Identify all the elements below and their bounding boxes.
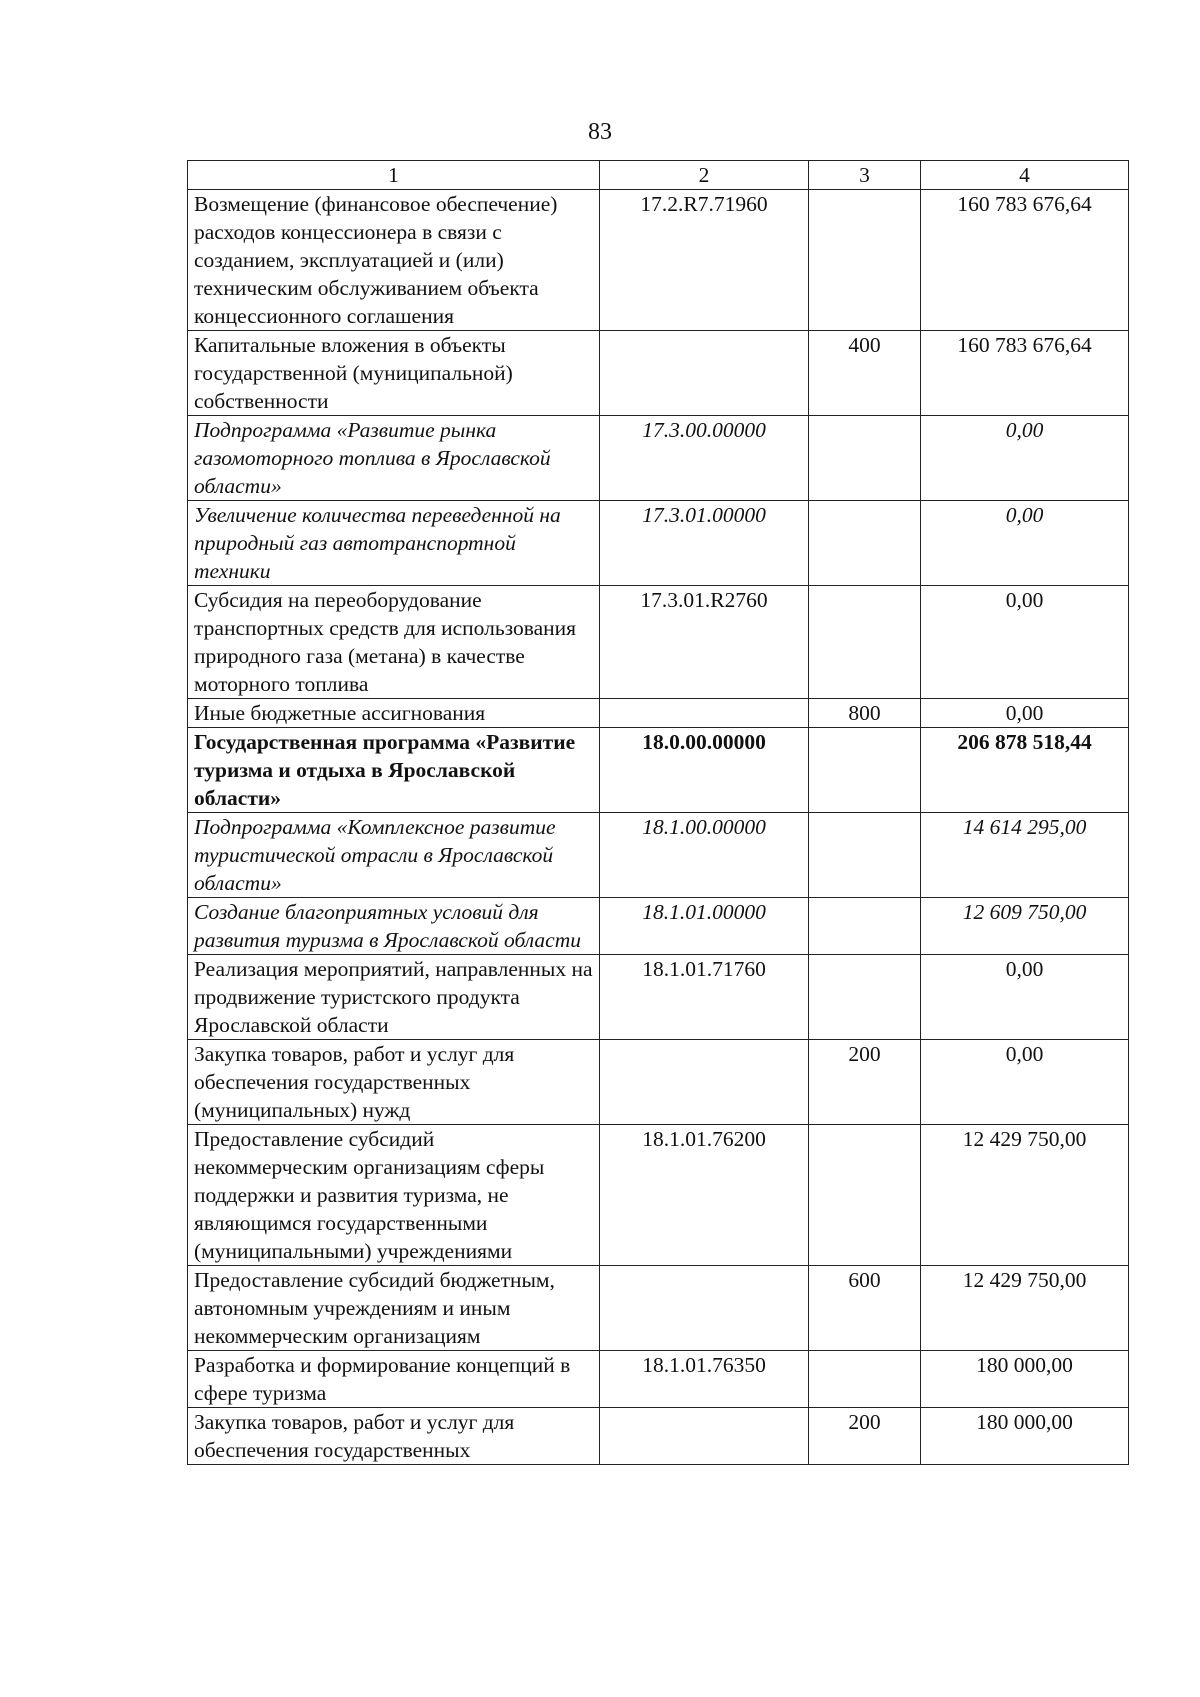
row-code-cell: 17.2.R7.71960 — [600, 190, 809, 331]
row-type-cell — [809, 1351, 921, 1408]
budget-table — [187, 160, 1129, 1465]
row-code-cell — [600, 331, 809, 416]
row-type-cell — [809, 955, 921, 1040]
row-type-cell — [809, 813, 921, 898]
row-name-cell: Увеличение количества переведенной на природный газ автотранспортной техники — [188, 501, 600, 586]
row-amount-cell: 0,00 — [921, 501, 1129, 586]
row-code-cell — [600, 1408, 809, 1465]
row-type-cell — [809, 501, 921, 586]
row-type-cell — [809, 1125, 921, 1266]
table-row — [188, 1266, 1129, 1351]
row-amount-cell: 180 000,00 — [921, 1351, 1129, 1408]
row-name-cell: Иные бюджетные ассигнования — [188, 699, 600, 728]
row-code-cell: 18.1.01.76350 — [600, 1351, 809, 1408]
table-row — [188, 501, 1129, 586]
column-header: 4 — [921, 161, 1129, 190]
row-amount-cell: 0,00 — [921, 416, 1129, 501]
row-code-cell — [600, 1040, 809, 1125]
row-amount-cell: 160 783 676,64 — [921, 190, 1129, 331]
row-amount-cell: 0,00 — [921, 699, 1129, 728]
row-type-cell: 400 — [809, 331, 921, 416]
table-row — [188, 331, 1129, 416]
row-name-cell: Возмещение (финансовое обеспечение) расходов концессионера в связи с созданием, эксплуатацией и (или) техническим обслуживанием объекта концессионного соглашения — [188, 190, 600, 331]
row-amount-cell: 0,00 — [921, 955, 1129, 1040]
row-type-cell — [809, 416, 921, 501]
row-name-cell: Государственная программа «Развитие туризма и отдыха в Ярославской области» — [188, 728, 600, 813]
row-code-cell: 18.1.01.76200 — [600, 1125, 809, 1266]
column-header: 2 — [600, 161, 809, 190]
row-name-cell: Подпрограмма «Развитие рынка газомоторного топлива в Ярославской области» — [188, 416, 600, 501]
row-code-cell: 18.1.01.71760 — [600, 955, 809, 1040]
row-amount-cell: 206 878 518,44 — [921, 728, 1129, 813]
row-name-cell: Предоставление субсидий некоммерческим организациям сферы поддержки и развития туризма, не являющимся государственными (муниципальными) учреждениями — [188, 1125, 600, 1266]
column-header: 3 — [809, 161, 921, 190]
row-type-cell: 200 — [809, 1040, 921, 1125]
row-amount-cell: 0,00 — [921, 1040, 1129, 1125]
row-code-cell: 18.1.01.00000 — [600, 898, 809, 955]
row-name-cell: Создание благоприятных условий для развития туризма в Ярославской области — [188, 898, 600, 955]
table-row — [188, 586, 1129, 699]
row-type-cell: 600 — [809, 1266, 921, 1351]
row-code-cell: 17.3.01.R2760 — [600, 586, 809, 699]
row-name-cell: Подпрограмма «Комплексное развитие туристической отрасли в Ярославской области» — [188, 813, 600, 898]
row-name-cell: Субсидия на переоборудование транспортных средств для использования природного газа (метана) в качестве моторного топлива — [188, 586, 600, 699]
table-row — [188, 813, 1129, 898]
row-name-cell: Закупка товаров, работ и услуг для обеспечения государственных — [188, 1408, 600, 1465]
row-name-cell: Разработка и формирование концепций в сфере туризма — [188, 1351, 600, 1408]
row-amount-cell: 160 783 676,64 — [921, 331, 1129, 416]
row-type-cell — [809, 190, 921, 331]
table-body — [188, 190, 1129, 1465]
table-row — [188, 699, 1129, 728]
row-code-cell: 17.3.01.00000 — [600, 501, 809, 586]
table-row — [188, 416, 1129, 501]
row-name-cell: Предоставление субсидий бюджетным, автономным учреждениям и иным некоммерческим организациям — [188, 1266, 600, 1351]
table-row — [188, 728, 1129, 813]
table-row — [188, 955, 1129, 1040]
table-header-row — [188, 161, 1129, 190]
column-header: 1 — [188, 161, 600, 190]
row-amount-cell: 12 429 750,00 — [921, 1125, 1129, 1266]
row-type-cell — [809, 898, 921, 955]
table-row — [188, 1040, 1129, 1125]
row-code-cell: 17.3.00.00000 — [600, 416, 809, 501]
row-name-cell: Закупка товаров, работ и услуг для обеспечения государственных (муниципальных) нужд — [188, 1040, 600, 1125]
row-code-cell: 18.0.00.00000 — [600, 728, 809, 813]
table-row — [188, 1125, 1129, 1266]
row-code-cell — [600, 1266, 809, 1351]
row-code-cell — [600, 699, 809, 728]
row-amount-cell: 12 429 750,00 — [921, 1266, 1129, 1351]
row-amount-cell: 0,00 — [921, 586, 1129, 699]
row-type-cell: 200 — [809, 1408, 921, 1465]
table-row — [188, 190, 1129, 331]
table-row — [188, 1408, 1129, 1465]
row-type-cell — [809, 586, 921, 699]
table-row — [188, 1351, 1129, 1408]
row-type-cell — [809, 728, 921, 813]
row-amount-cell: 180 000,00 — [921, 1408, 1129, 1465]
row-name-cell: Капитальные вложения в объекты государственной (муниципальной) собственности — [188, 331, 600, 416]
row-type-cell: 800 — [809, 699, 921, 728]
page-number: 83 — [588, 119, 612, 145]
row-amount-cell: 14 614 295,00 — [921, 813, 1129, 898]
table-row — [188, 898, 1129, 955]
row-name-cell: Реализация мероприятий, направленных на продвижение туристского продукта Ярославской области — [188, 955, 600, 1040]
row-code-cell: 18.1.00.00000 — [600, 813, 809, 898]
row-amount-cell: 12 609 750,00 — [921, 898, 1129, 955]
